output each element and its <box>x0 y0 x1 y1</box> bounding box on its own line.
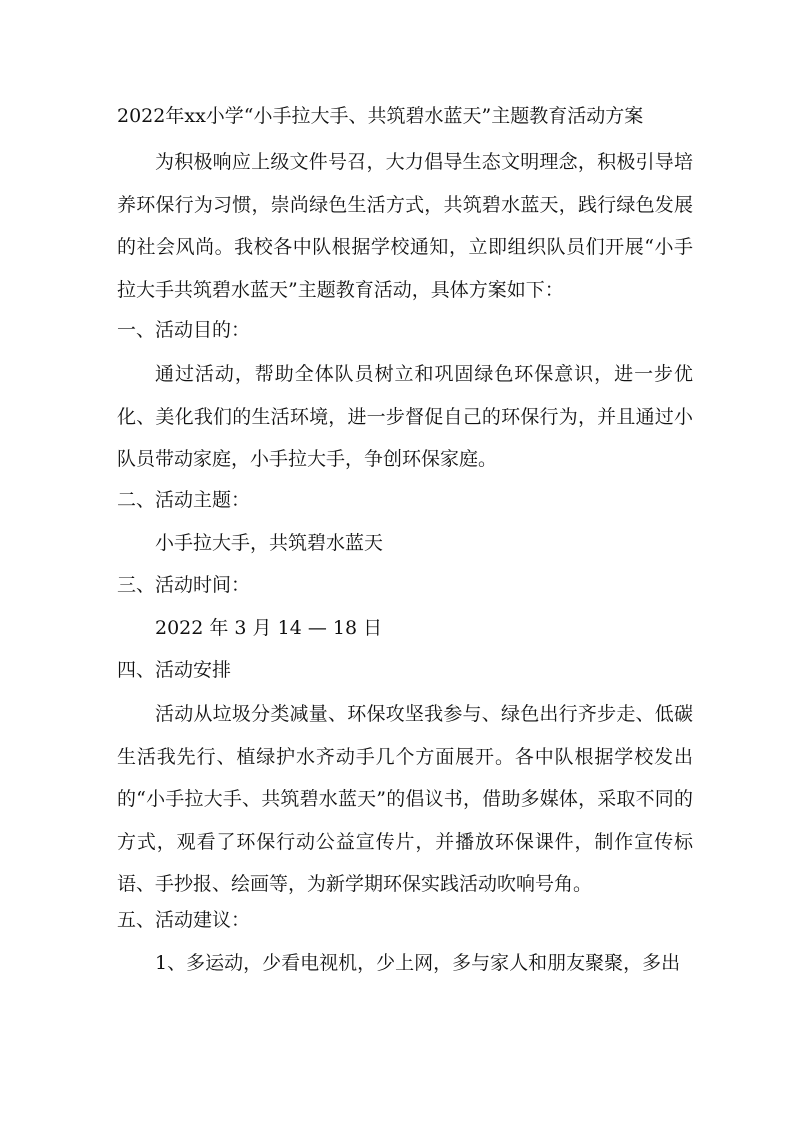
section-heading-purpose: 一、活动目的： <box>117 319 251 341</box>
section-heading-theme: 二、活动主题： <box>117 489 251 511</box>
section-body-purpose: 通过活动，帮助全体队员树立和巩固绿色环保意识，进一步优化、美化我们的生活环境，进一步督促自己的环保行为，并且通过小队员带动家庭，小手拉大手，争创环保家庭。 <box>117 363 693 470</box>
section-heading-time: 三、活动时间： <box>117 574 251 596</box>
document-title: 2022年xx小学“小手拉大手、共筑碧水蓝天”主题教育活动方案 <box>117 105 644 127</box>
intro-paragraph: 为积极响应上级文件号召，大力倡导生态文明理念，积极引导培养环保行为习惯，崇尚绿色生活方式，共筑碧水蓝天，践行绿色发展的社会风尚。我校各中队根据学校通知，立即组织队员们开展“小手拉大手共筑碧水蓝天”主题教育活动，具体方案如下： <box>117 151 693 301</box>
section-body-arrangement: 活动从垃圾分类减量、环保攻坚我参与、绿色出行齐步走、低碳生活我先行、植绿护水齐动手几个方面展开。各中队根据学校发出的“小手拉大手、共筑碧水蓝天”的倡议书，借助多媒体，采取不同的方式，观看了环保行动公益宣传片，并播放环保课件，制作宣传标语、手抄报、绘画等，为新学期环保实践活动吹响号角。 <box>117 703 693 895</box>
section-heading-suggestions: 五、活动建议： <box>117 909 251 931</box>
suggestion-item-1: 1、多运动，少看电视机，少上网，多与家人和朋友聚聚，多出 <box>155 952 681 974</box>
section-heading-arrangement: 四、活动安排 <box>117 659 232 681</box>
section-body-time: 2022 年 3 月 14 — 18 日 <box>155 617 383 639</box>
section-body-theme: 小手拉大手，共筑碧水蓝天 <box>155 532 384 554</box>
